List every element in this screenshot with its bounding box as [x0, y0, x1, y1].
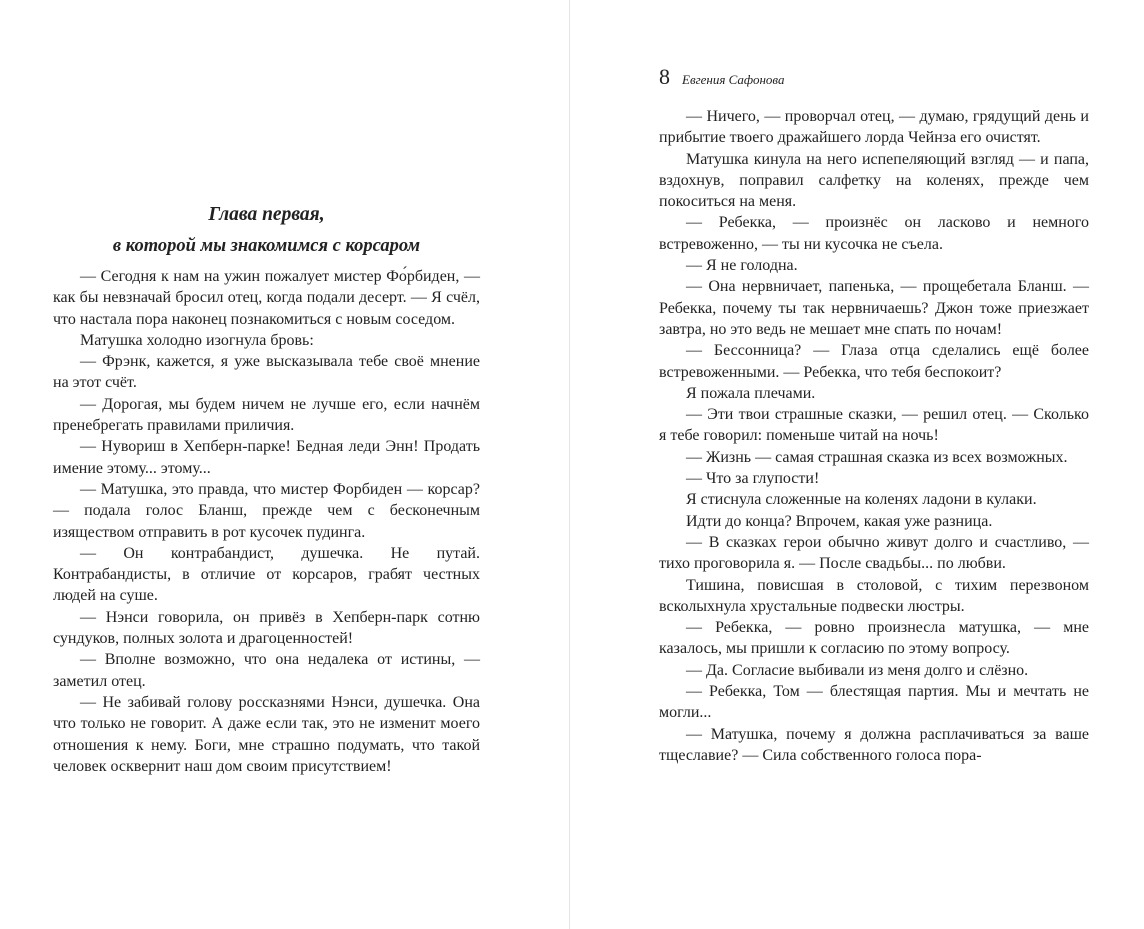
paragraph: Матушка холодно изогнула бровь: — [80, 331, 314, 349]
paragraph: — Ребекка, — произнёс он ласково и немного встревоженно, — ты ни кусочка не съела. — [659, 214, 1089, 253]
paragraph: — Нувориш в Хепберн-парке! Бедная леди Энн! Продать имение этому... этому... — [53, 438, 480, 477]
right-page-body — [659, 106, 1089, 766]
paragraph: — Да. Согласие выбивали из меня долго и слёзно. — [686, 661, 1029, 679]
paragraph: Я пожала плечами. — [686, 384, 816, 402]
paragraph: Я стиснула сложенные на коленях ладони в кулаки. — [686, 491, 1037, 509]
paragraph: — Он контрабандист, душечка. Не путай. Контрабандисты, в отличие от корсаров, грабят честных людей на суше. — [53, 544, 480, 605]
paragraph: — Она нервничает, папенька, — прощебетала Бланш. — Ребекка, почему ты так нервничаешь? Джон тоже приезжает завтра, но это ведь не мешает мне спать по ночам! — [659, 278, 1089, 338]
paragraph: — Жизнь — самая страшная сказка из всех возможных. — [686, 448, 1068, 466]
paragraph: Матушка кинула на него испепеляющий взгляд — и папа, вздохнув, поправил салфетку на коленях, прежде чем покоситься на меня. — [659, 150, 1089, 211]
paragraph: — Я не голодна. — [686, 257, 798, 275]
paragraph: — Матушка, это правда, что мистер Форбиден — корсар? — подала голос Бланш, прежде чем с бесконечным изяществом отправить в рот кусочек пудинга. — [53, 480, 480, 541]
left-page — [53, 198, 480, 777]
paragraph: — Ребекка, Том — блестящая партия. Мы и мечтать не могли... — [659, 683, 1089, 722]
left-page-body — [53, 266, 480, 777]
paragraph: — Не забивай голову россказнями Нэнси, душечка. Она что только не говорит. А даже если так, это не изменит моего отношения к нему. Боги, мне страшно подумать, что такой человек осквернит наш дом своим присутствием! — [53, 693, 480, 775]
chapter-subtitle: в которой мы знакомимся с корсаром — [112, 236, 421, 256]
paragraph: — Ребекка, — ровно произнесла матушка, — мне казалось, мы пришли к согласию по этому вопросу. — [659, 619, 1089, 658]
paragraph: — Эти твои страшные сказки, — решил отец. — Сколько я тебе говорил: поменьше читай на ночь! — [659, 406, 1089, 445]
running-head — [659, 64, 1089, 94]
paragraph: — Вполне возможно, что она недалека от истины, — заметил отец. — [53, 651, 480, 690]
author-name: Евгения Сафонова — [682, 72, 785, 87]
paragraph: — Нэнси говорила, он привёз в Хепберн-парк сотню сундуков, полных золота и драгоценностей! — [53, 608, 480, 648]
paragraph: — Фрэнк, кажется, я уже высказывала тебе своё мнение на этот счёт. — [53, 353, 480, 392]
paragraph: — Что за глупости! — [686, 470, 820, 488]
right-page — [659, 64, 1089, 766]
chapter-title: Глава первая, — [208, 204, 325, 225]
paragraph: — В сказках герои обычно живут долго и счастливо, — тихо проговорила я. — После свадьбы... по любви. — [659, 533, 1089, 573]
paragraph: Тишина, повисшая в столовой, с тихим перезвоном всколыхнула хрустальные подвески люстры. — [659, 576, 1089, 615]
page-number: 8 — [659, 64, 670, 89]
paragraph: — Бессонница? — Глаза отца сделались ещё более встревоженными. — Ребекка, что тебя беспокоит? — [659, 342, 1089, 381]
page-fold — [569, 0, 570, 929]
paragraph: — Ничего, — проворчал отец, — думаю, грядущий день и прибытие твоего дражайшего лорда Чейнза его очистят. — [659, 108, 1089, 147]
paragraph: Идти до конца? Впрочем, какая уже разница. — [686, 512, 993, 530]
paragraph: — Сегодня к нам на ужин пожалует мистер Фо́рбиден, — как бы невзначай бросил отец, когда подали десерт. — Я счёл, что настала пора наконец познакомиться с новым соседом. — [53, 268, 480, 328]
paragraph: — Дорогая, мы будем ничем не лучше его, если начнём пренебрегать правилами приличия. — [53, 395, 480, 435]
paragraph: — Матушка, почему я должна расплачиваться за ваше тщеславие? — Сила собственного голоса пора- — [659, 725, 1089, 764]
